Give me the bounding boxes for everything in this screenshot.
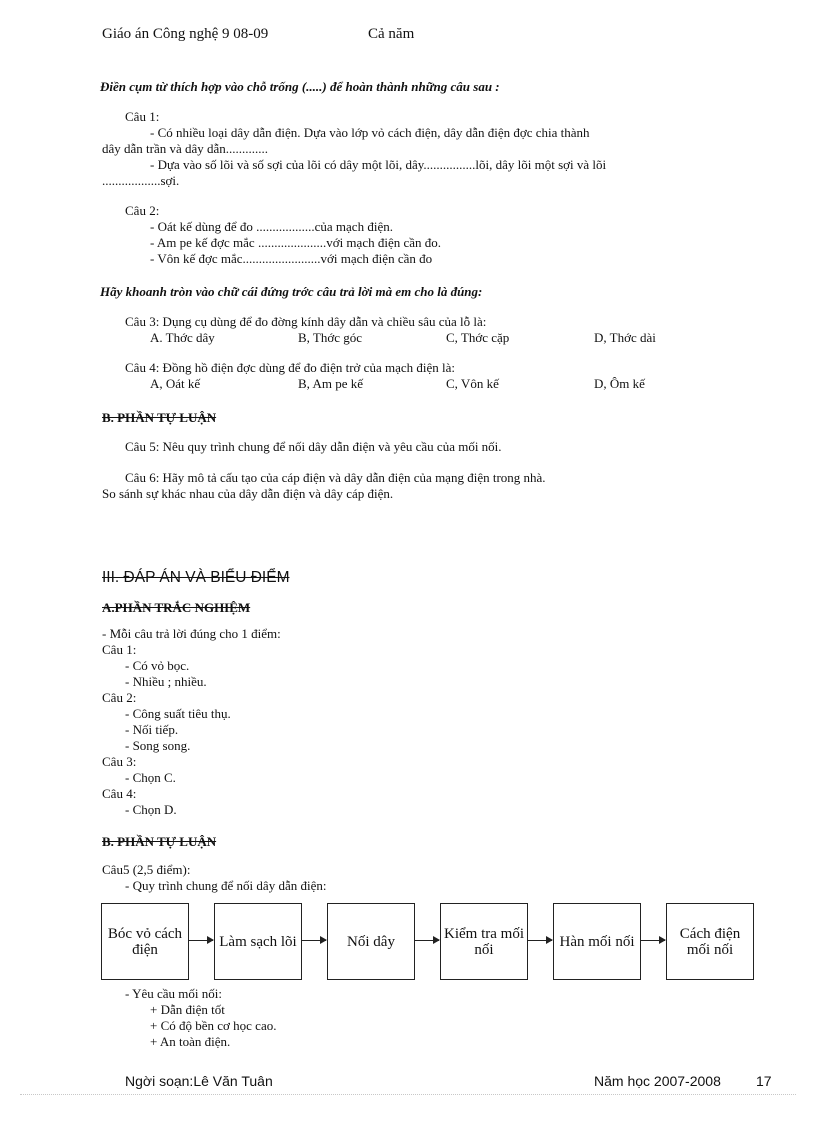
q4-option-b: B, Am pe kế [298, 376, 363, 391]
flow-arrow [528, 940, 552, 941]
flow-step-label: Cách điện mối nối [679, 925, 741, 958]
q5-answer-label: Câu5 (2,5 điểm): [102, 862, 191, 877]
q1-label: Câu 1: [125, 109, 160, 124]
q3-text: Câu 3: Dụng cụ dùng để đo đờng kính dây dẫn và chiều sâu của lỗ là: [125, 314, 487, 329]
flow-arrow [641, 940, 665, 941]
q3-option-a: A. Thớc dây [150, 330, 215, 345]
part-b-heading: B. PHẦN TỰ LUẬN [102, 410, 217, 425]
answer-line: - Nối tiếp. [125, 722, 179, 737]
q1-line3: - Dựa vào số lõi và số sợi của lõi có dây một lõi, dây................lõi, dây lõi một sợi và lõi [150, 157, 607, 172]
q3-option-c: C, Thớc cặp [446, 330, 510, 345]
flow-arrow [302, 940, 326, 941]
q1-line1: - Có nhiều loại dây dẫn điện. Dựa vào lớp vỏ cách điện, dây dẫn điện đợc chia thành [150, 125, 590, 140]
process-label: - Quy trình chung để nối dây dẫn điện: [125, 878, 327, 893]
flow-step-clean-core [214, 903, 302, 980]
q1-line2: dây dẫn trần và dây dẫn............. [102, 141, 269, 156]
answer-line: Câu 2: [102, 690, 137, 705]
footer-year: Năm học 2007-2008 [594, 1073, 721, 1089]
answer-lines [102, 626, 281, 818]
answer-line: Câu 1: [102, 642, 137, 657]
q5-text: Câu 5: Nêu quy trình chung để nối dây dẫn điện và yêu cầu của mối nối. [125, 439, 502, 454]
header-period: Cả năm [368, 26, 415, 42]
q4-option-d: D, Ôm kế [594, 376, 645, 391]
answer-line: - Công suất tiêu thụ. [125, 706, 231, 721]
answer-line: - Chọn D. [125, 802, 177, 817]
q6-line1: Câu 6: Hãy mô tả cấu tạo của cáp điện và dây dẫn điện của mạng điện trong nhà. [125, 470, 546, 485]
q3-option-b: B, Thớc góc [298, 330, 363, 345]
flow-step-label: Bóc vỏ cách điện [107, 925, 183, 958]
flow-step-solder-joint [553, 903, 641, 980]
answer-line: - Chọn C. [125, 770, 176, 785]
answer-line: Câu 3: [102, 754, 137, 769]
q6-line2: So sánh sự khác nhau của dây dẫn điện và dây cáp điện. [102, 486, 394, 501]
flow-step-strip-insulation [101, 903, 189, 980]
flow-arrow [415, 940, 439, 941]
flow-step-label: Làm sạch lõi [219, 933, 297, 950]
q1-line4: ..................sợi. [102, 173, 180, 188]
q2-line1: - Oát kế dùng để đo ..................của mạch điện. [150, 219, 393, 234]
footer-author: Ngời soạn:Lê Văn Tuân [125, 1073, 273, 1089]
flow-step-label: Hàn mối nối [559, 933, 635, 950]
q4-option-c: C, Vôn kế [446, 376, 499, 391]
q4-text: Câu 4: Đồng hồ điện đợc dùng để đo điện trở của mạch điện là: [125, 360, 456, 375]
header-title: Giáo án Công nghệ 9 08-09 [102, 26, 269, 42]
answer-list [102, 626, 281, 818]
answers-part-b-heading: B. PHẦN TỰ LUẬN [102, 834, 217, 849]
q4-option-a: A, Oát kế [150, 376, 201, 391]
flow-step-insulate-joint [666, 903, 754, 980]
flow-step-label: Kiểm tra mối nối [444, 925, 524, 958]
flow-arrow [189, 940, 213, 941]
flow-step-check-joint [440, 903, 528, 980]
requirement-item: + An toàn điện. [150, 1034, 231, 1049]
part-a-heading: A.PHẦN TRẮC NGHIỆM [102, 600, 251, 615]
answer-line: - Mỗi câu trả lời đúng cho 1 điểm: [102, 626, 281, 641]
answer-line: - Song song. [125, 738, 191, 753]
answer-line: - Nhiều ; nhiều. [125, 674, 207, 689]
flow-step-join-wires [327, 903, 415, 980]
flow-step-label: Nối dây [347, 933, 395, 950]
requirement-item: + Có độ bền cơ học cao. [150, 1018, 277, 1033]
requirement-item: + Dẫn điện tốt [150, 1002, 225, 1017]
q2-line2: - Am pe kế đợc mắc .....................với mạch điện cần đo. [150, 235, 442, 250]
q2-line3: - Vôn kế đợc mắc........................với mạch điện cần đo [150, 251, 433, 266]
requirements-label: - Yêu cầu mối nối: [125, 986, 222, 1001]
page-number: 17 [756, 1073, 772, 1089]
answers-heading: III. ĐÁP ÁN VÀ BIỂU ĐIỂM [102, 569, 290, 586]
q2-label: Câu 2: [125, 203, 160, 218]
answer-line: - Có vỏ bọc. [125, 658, 190, 673]
q3-option-d: D, Thớc dài [594, 330, 656, 345]
circle-instruction: Hãy khoanh tròn vào chữ cái đứng trớc câu trả lời mà em cho là đúng: [100, 284, 483, 299]
fill-in-instruction: Điền cụm từ thích hợp vào chỗ trống (.....) để hoàn thành những câu sau : [100, 79, 500, 94]
answer-line: Câu 4: [102, 786, 137, 801]
page-bottom-divider [20, 1094, 796, 1095]
